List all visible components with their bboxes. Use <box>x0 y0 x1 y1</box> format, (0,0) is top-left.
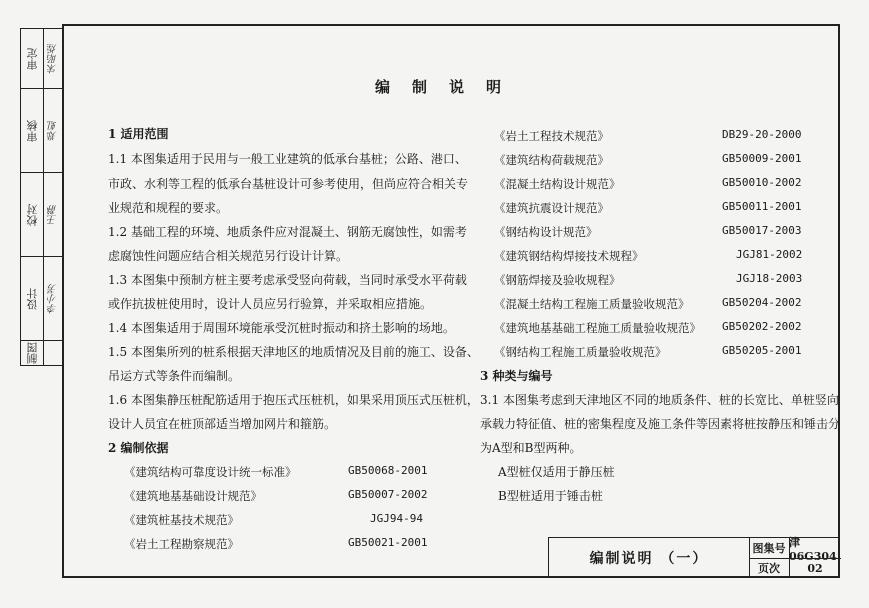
text-line: A型桩仅适用于静压桩 <box>498 465 615 479</box>
sign-cell-approve <box>21 29 63 89</box>
sign-label: 制图 <box>25 342 39 364</box>
reference-code: GB50202-2002 <box>722 320 802 333</box>
reference-code: GB50204-2002 <box>722 296 802 309</box>
reference-code: GB50011-2001 <box>722 200 802 213</box>
text-line: 吊运方式等条件而编制。 <box>108 369 241 383</box>
atlas-number: 津06G304 <box>789 535 837 563</box>
reference-name: 《钢结构工程施工质量验收规范》 <box>494 345 667 359</box>
reference-name: 《建筑桩基技术规范》 <box>124 513 239 527</box>
text-line: 1.5 本图集所列的桩系根据天津地区的地质情况及目前的施工、设备、 <box>108 345 479 359</box>
page-number: 02 <box>807 561 823 575</box>
signature: 王静 <box>48 204 59 225</box>
text-line: 1.6 本图集静压桩配筋适用于抱压式压桩机，如果采用顶压式压桩机， <box>108 393 479 407</box>
sign-label: 设计 <box>25 287 39 310</box>
text-line: 承载力特征值、桩的密集程度及施工条件等因素将桩按静压和锤击分 <box>480 417 841 431</box>
reference-name: 《钢筋焊接及验收规程》 <box>494 273 621 287</box>
text-line: 虑腐蚀性问题应结合相关规范另行设计计算。 <box>108 249 349 263</box>
text-line: 1.3 本图集中预制方桩主要考虑承受竖向荷载，当同时承受水平荷载 <box>108 273 467 287</box>
reference-code: JGJ94-94 <box>370 512 423 525</box>
section-2-heading: 2 编制依据 <box>108 441 169 455</box>
text-line: 市政、水利等工程的低承台基桩设计可参考使用，但尚应符合相关专 <box>108 177 469 191</box>
sign-label: 审核 <box>25 119 39 142</box>
reference-name: 《建筑抗震设计规范》 <box>494 201 609 215</box>
reference-code: GB50205-2001 <box>722 344 802 357</box>
reference-name: 《钢结构设计规范》 <box>494 225 598 239</box>
reference-name: 《混凝土结构工程施工质量验收规范》 <box>494 297 690 311</box>
sign-cell-design <box>21 257 63 341</box>
reference-code: GB50009-2001 <box>722 152 802 165</box>
signature: 宋昭煌 <box>48 43 59 74</box>
page-label: 页次 <box>749 558 790 578</box>
page-title: 编制说明 <box>375 78 524 96</box>
text-line: 或作抗拔桩使用时，设计人员应另行验算，并采取相应措施。 <box>108 297 433 311</box>
signature: 李小芳 <box>48 283 59 314</box>
atlas-number-label: 图集号 <box>749 538 790 558</box>
sign-cell-draw <box>21 341 63 365</box>
reference-name: 《建筑结构可靠度设计统一标准》 <box>124 465 297 479</box>
text-line: 为A型和B型两种。 <box>480 441 582 455</box>
reference-name: 《岩土工程技术规范》 <box>494 129 609 143</box>
text-line: 业规范和规程的要求。 <box>108 201 229 215</box>
reference-code: GB50017-2003 <box>722 224 802 237</box>
reference-code: GB50007-2002 <box>348 488 428 501</box>
text-line: 1.1 本图集适用于民用与一般工业建筑的低承台基桩；公路、港口、 <box>108 152 467 166</box>
reference-name: 《建筑地基基础工程施工质量验收规范》 <box>494 321 701 335</box>
reference-code: GB50068-2001 <box>348 464 428 477</box>
reference-code: GB50010-2002 <box>722 176 802 189</box>
reference-code: DB29-20-2000 <box>722 128 802 141</box>
section-1-heading: 1 适用范围 <box>108 127 169 141</box>
sign-cell-check <box>21 173 63 257</box>
reference-name: 《混凝土结构设计规范》 <box>494 177 621 191</box>
reference-code: JGJ18-2003 <box>736 272 803 285</box>
text-line: 1.4 本图集适用于周围环境能承受沉桩时振动和挤土影响的场地。 <box>108 321 455 335</box>
reference-code: GB50021-2001 <box>348 536 428 549</box>
signature: 郑虹 <box>48 120 59 141</box>
text-line: 1.2 基础工程的环境、地质条件应对混凝土、钢筋无腐蚀性，如需考 <box>108 225 467 239</box>
reference-code: JGJ81-2002 <box>736 248 803 261</box>
drawing-name: 编制说明 （一） <box>549 538 750 578</box>
title-block <box>548 537 840 578</box>
section-3-heading: 3 种类与编号 <box>480 369 553 383</box>
reference-name: 《建筑结构荷载规范》 <box>494 153 609 167</box>
text-line: 设计人员宜在桩顶部适当增加网片和箍筋。 <box>108 417 337 431</box>
text-line: 3.1 本图集考虑到天津地区不同的地质条件、桩的长宽比、单桩竖向 <box>480 393 839 407</box>
sign-label: 校对 <box>25 203 39 226</box>
reference-name: 《建筑钢结构焊接技术规程》 <box>494 249 644 263</box>
sign-cell-review <box>21 89 63 173</box>
reference-name: 《建筑地基基础设计规范》 <box>124 489 262 503</box>
signature-strip <box>20 28 64 366</box>
reference-name: 《岩土工程勘察规范》 <box>124 537 239 551</box>
text-line: B型桩适用于锤击桩 <box>498 489 603 503</box>
sign-label: 审定 <box>25 47 39 70</box>
